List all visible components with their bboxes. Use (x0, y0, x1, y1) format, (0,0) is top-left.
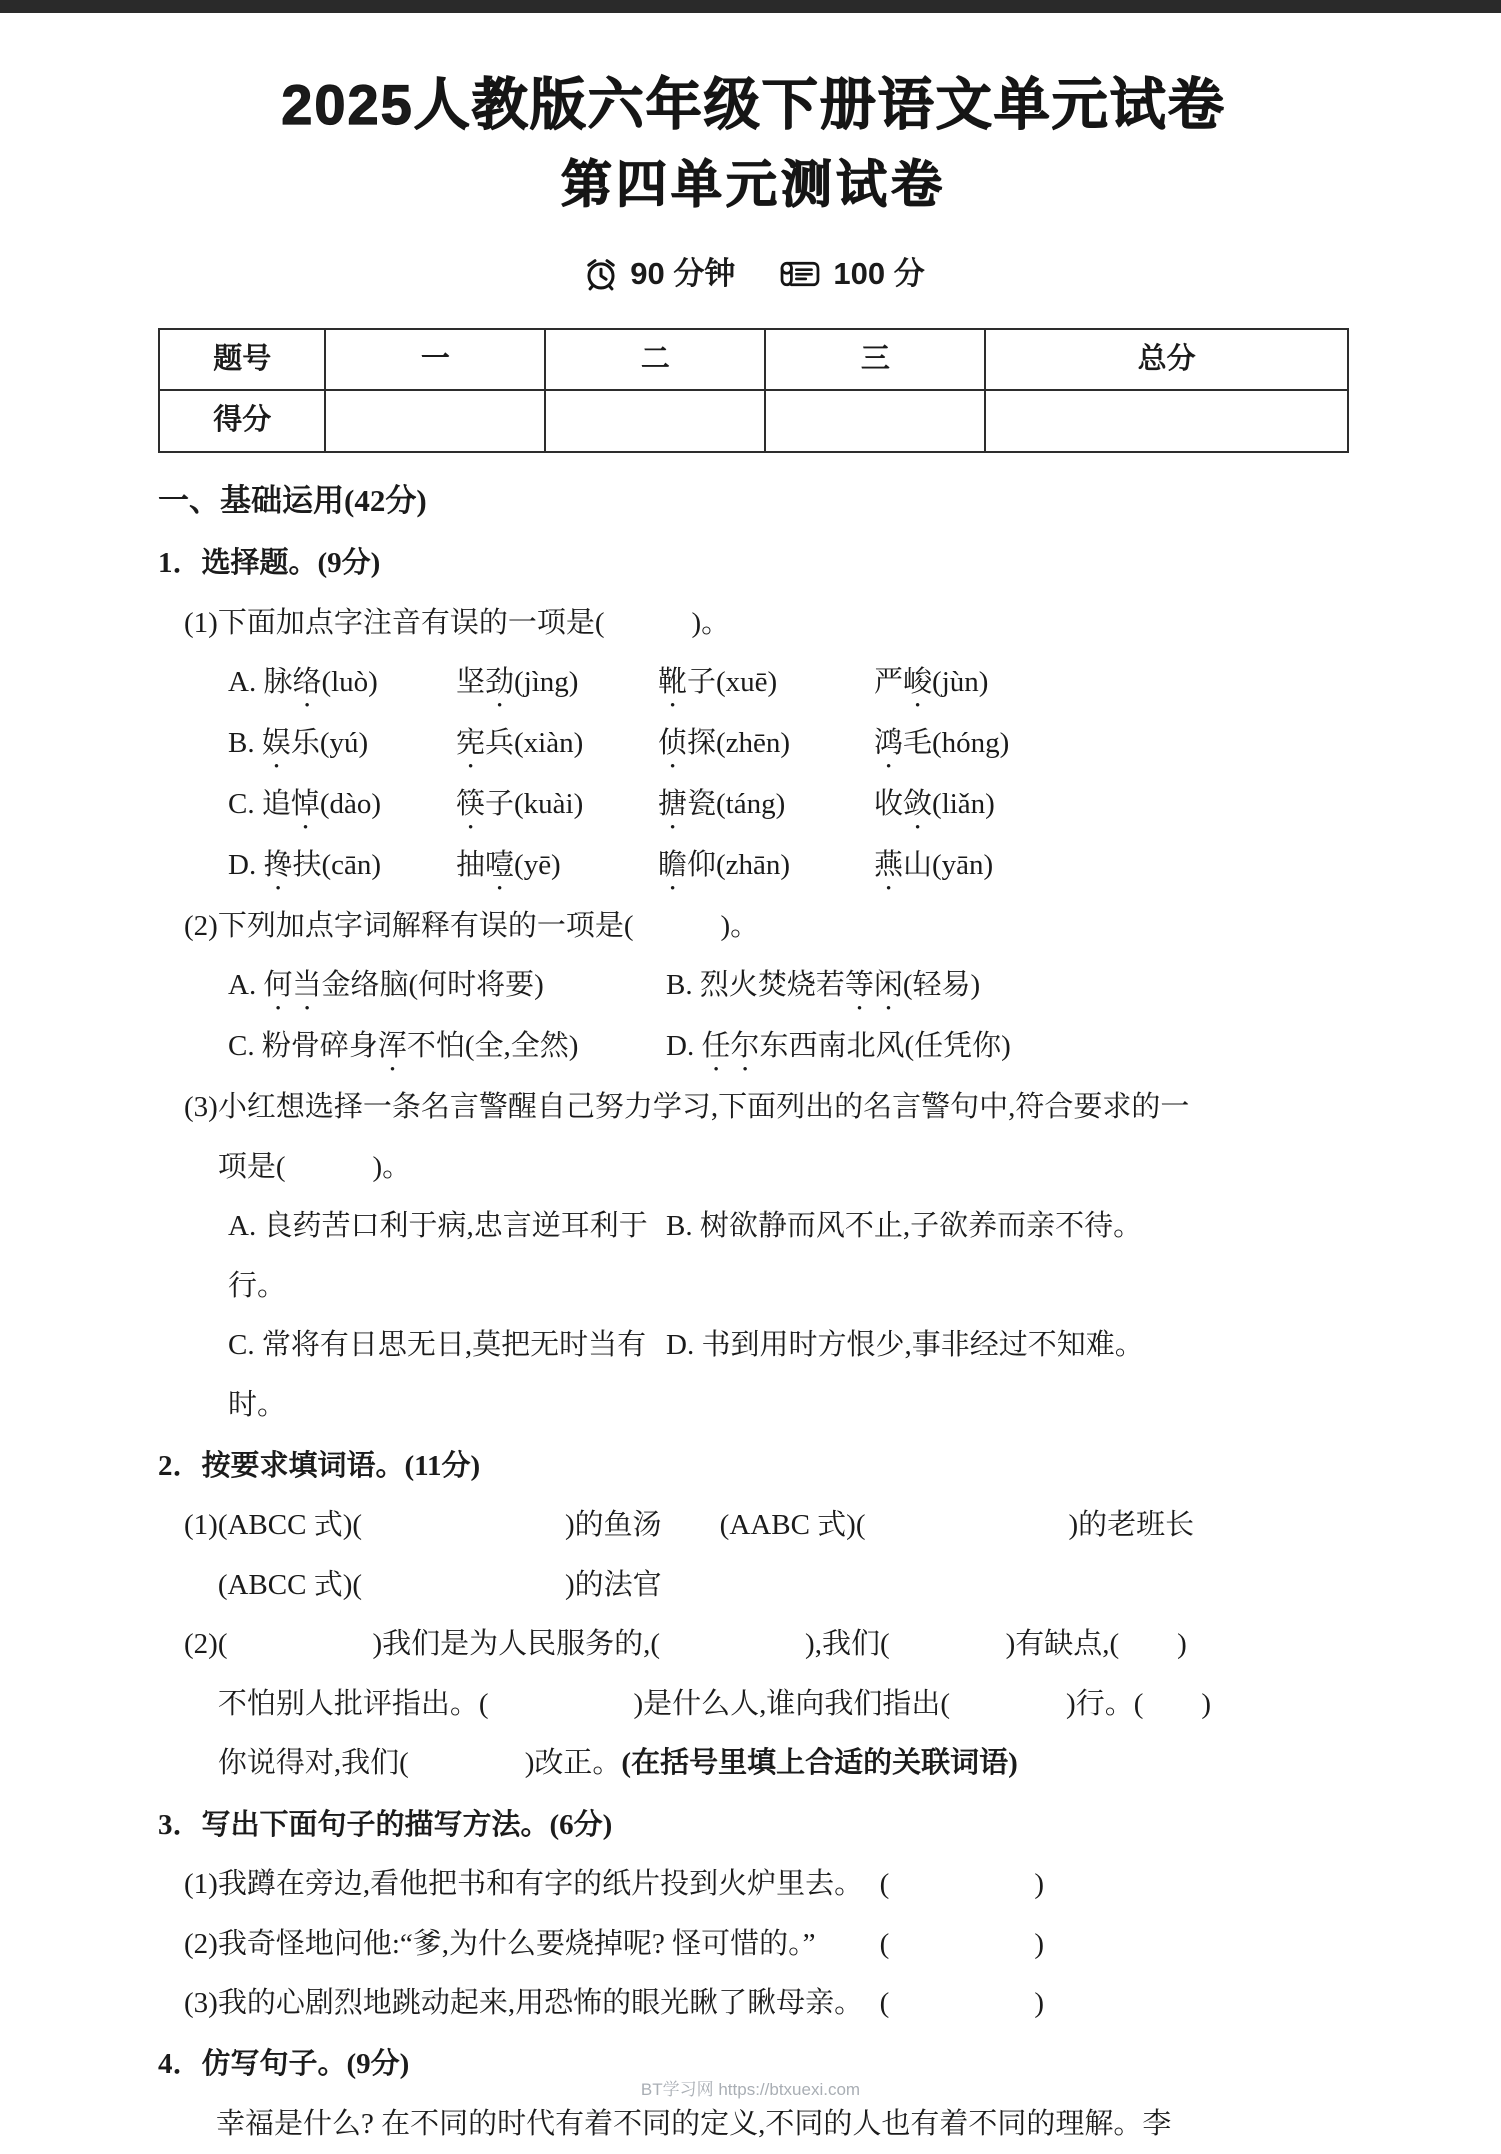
question-3-item (158, 1855, 1349, 1914)
sub-question-marker: (1) (184, 1509, 218, 1542)
stem-body (218, 1078, 1349, 1197)
question-2-title: 2．按要求填词语。(11分) (158, 1450, 481, 1482)
question-1-title: 1．选择题。(9分) (158, 547, 381, 580)
question-2-1 (158, 1496, 1349, 1615)
fill-blank-line: (ABCC 式)( )的鱼汤 (AABC 式)( )的老班长 (217, 1509, 1195, 1542)
option-text: C. 常将有日思无日,莫把无时当有时。 (228, 1329, 647, 1421)
score-table-col-cell: 一 (325, 329, 545, 390)
question-1-2-stem (158, 897, 1349, 956)
option-text: 坚劲(jìng) (456, 665, 579, 698)
stem-line: 小红想选择一条名言警醒自己努力学习,下面列出的名言警句中,符合要求的一 (217, 1091, 1190, 1124)
question-4-title: 4．仿写句子。(9分) (158, 2048, 410, 2081)
question-4-body: 幸福是什么? 在不同的时代有着不同的定义,不同的人也有着不同的理解。李 (216, 2107, 1172, 2140)
option-text: 鸿毛(hóng) (874, 726, 1010, 759)
option-text: C. 追悼(dào) (228, 787, 382, 820)
option-text: 靴子(xuē) (658, 665, 778, 698)
fill-blank-text: 你说得对,我们( )改正。 (217, 1747, 622, 1780)
stem-body (218, 594, 1349, 653)
answer-blank: ( ) (879, 1868, 1044, 1901)
exam-total-score (777, 242, 924, 306)
footer-watermark: BT学习网 https://btxuexi.com (640, 2080, 861, 2099)
stem-line: 下列加点字词解释有误的一项是( )。 (217, 909, 760, 942)
stem-line: 下面加点字注音有误的一项是( )。 (217, 606, 731, 639)
question-1-2-options (158, 956, 1349, 1078)
stem-body (218, 897, 1349, 956)
question-3-item (158, 1974, 1349, 2033)
section-one-heading: 一、基础运用(42分) (158, 482, 427, 518)
option-text: 宪兵(xiàn) (456, 726, 584, 759)
sub-question-marker: (3) (184, 1091, 218, 1124)
score-table-blank-cell (765, 390, 985, 451)
exam-paper (0, 13, 1501, 2154)
score-table-blank-cell (545, 390, 765, 451)
option-text: A. 良药苦口利于病,忠言逆耳利于行。 (228, 1210, 648, 1302)
top-border (0, 0, 1501, 13)
option-text: B. 烈火焚烧若等闲(轻易) (666, 969, 981, 1002)
clock-icon (582, 255, 620, 293)
option-text: D. 书到用时方恨少,事非经过不知难。 (666, 1329, 1144, 1362)
question-3-title: 3．写出下面句子的描写方法。(6分) (158, 1808, 613, 1841)
question-1-1-options (158, 653, 1349, 897)
score-table-label-cell: 题号 (159, 329, 325, 390)
sentence-text: (1)我蹲在旁边,看他把书和有字的纸片投到火炉里去。 (184, 1868, 864, 1901)
page-title: 2025人教版六年级下册语文单元试卷 (281, 73, 1226, 136)
option-text: 燕山(yān) (874, 848, 994, 881)
option-text: 严峻(jùn) (874, 665, 989, 698)
option-text: 筷子(kuài) (456, 787, 584, 820)
option-text: B. 树欲静而风不止,子欲养而亲不待。 (666, 1210, 1143, 1243)
answer-blank: ( ) (879, 1927, 1044, 1960)
score-table-col-cell: 三 (765, 329, 985, 390)
instruction-note: (在括号里填上合适的关联词语) (621, 1747, 1018, 1780)
fill-blank-line: (ABCC 式)( )的法官 (217, 1568, 662, 1601)
score-table-score-row (159, 390, 1348, 451)
option-text: A. 脉络(luò) (228, 665, 378, 698)
score-table-col-cell: 二 (545, 329, 765, 390)
score-text: 100 分 (833, 256, 925, 292)
exam-duration (582, 242, 735, 306)
score-table (158, 328, 1349, 453)
fill-blank-line (218, 1734, 1349, 1793)
option-text: 侦探(zhēn) (658, 726, 791, 759)
option-text: D. 任尔东西南北风(任凭你) (666, 1030, 1011, 1063)
score-table-blank-cell (985, 390, 1348, 451)
fill-blank-line: 不怕别人批评指出。( )是什么人,谁向我们指出( )行。( ) (217, 1687, 1212, 1720)
option-text: 瞻仰(zhān) (658, 848, 791, 881)
stem-body (218, 1496, 1349, 1615)
question-2-2 (158, 1615, 1349, 1793)
score-table-header-row (159, 329, 1348, 390)
score-table-col-cell: 总分 (985, 329, 1348, 390)
option-text: 收敛(liǎn) (874, 787, 995, 820)
option-text: 抽噎(yē) (456, 848, 561, 881)
option-text: 搪瓷(táng) (658, 787, 786, 820)
sub-question-marker: (1) (184, 606, 218, 639)
scroll-icon (777, 257, 823, 291)
question-1-1-stem (158, 594, 1349, 653)
answer-blank: ( ) (879, 1986, 1044, 2019)
option-text: C. 粉骨碎身浑不怕(全,全然) (228, 1030, 579, 1063)
stem-line: 项是( )。 (217, 1150, 412, 1183)
question-3-item (158, 1915, 1349, 1974)
question-1-3-options (158, 1197, 1349, 1435)
score-table-label-cell: 得分 (159, 390, 325, 451)
fill-blank-line: ( )我们是为人民服务的,( ),我们( )有缺点,( ) (217, 1628, 1187, 1661)
option-text: B. 娱乐(yú) (228, 726, 369, 759)
sentence-text: (2)我奇怪地问他:“爹,为什么要烧掉呢? 怪可惜的。” (184, 1927, 816, 1960)
sentence-text: (3)我的心剧烈地跳动起来,用恐怖的眼光瞅了瞅母亲。 (184, 1986, 864, 2019)
exam-meta (158, 242, 1349, 306)
sub-question-marker: (2) (184, 1628, 218, 1661)
sub-question-marker: (2) (184, 909, 218, 942)
stem-body (218, 1615, 1349, 1793)
option-text: A. 何当金络脑(何时将要) (228, 969, 544, 1002)
score-table-blank-cell (325, 390, 545, 451)
duration-text: 90 分钟 (630, 256, 736, 292)
option-text: D. 搀扶(cān) (228, 848, 382, 881)
question-1-3-stem (158, 1078, 1349, 1197)
page-subtitle: 第四单元测试卷 (560, 155, 946, 213)
